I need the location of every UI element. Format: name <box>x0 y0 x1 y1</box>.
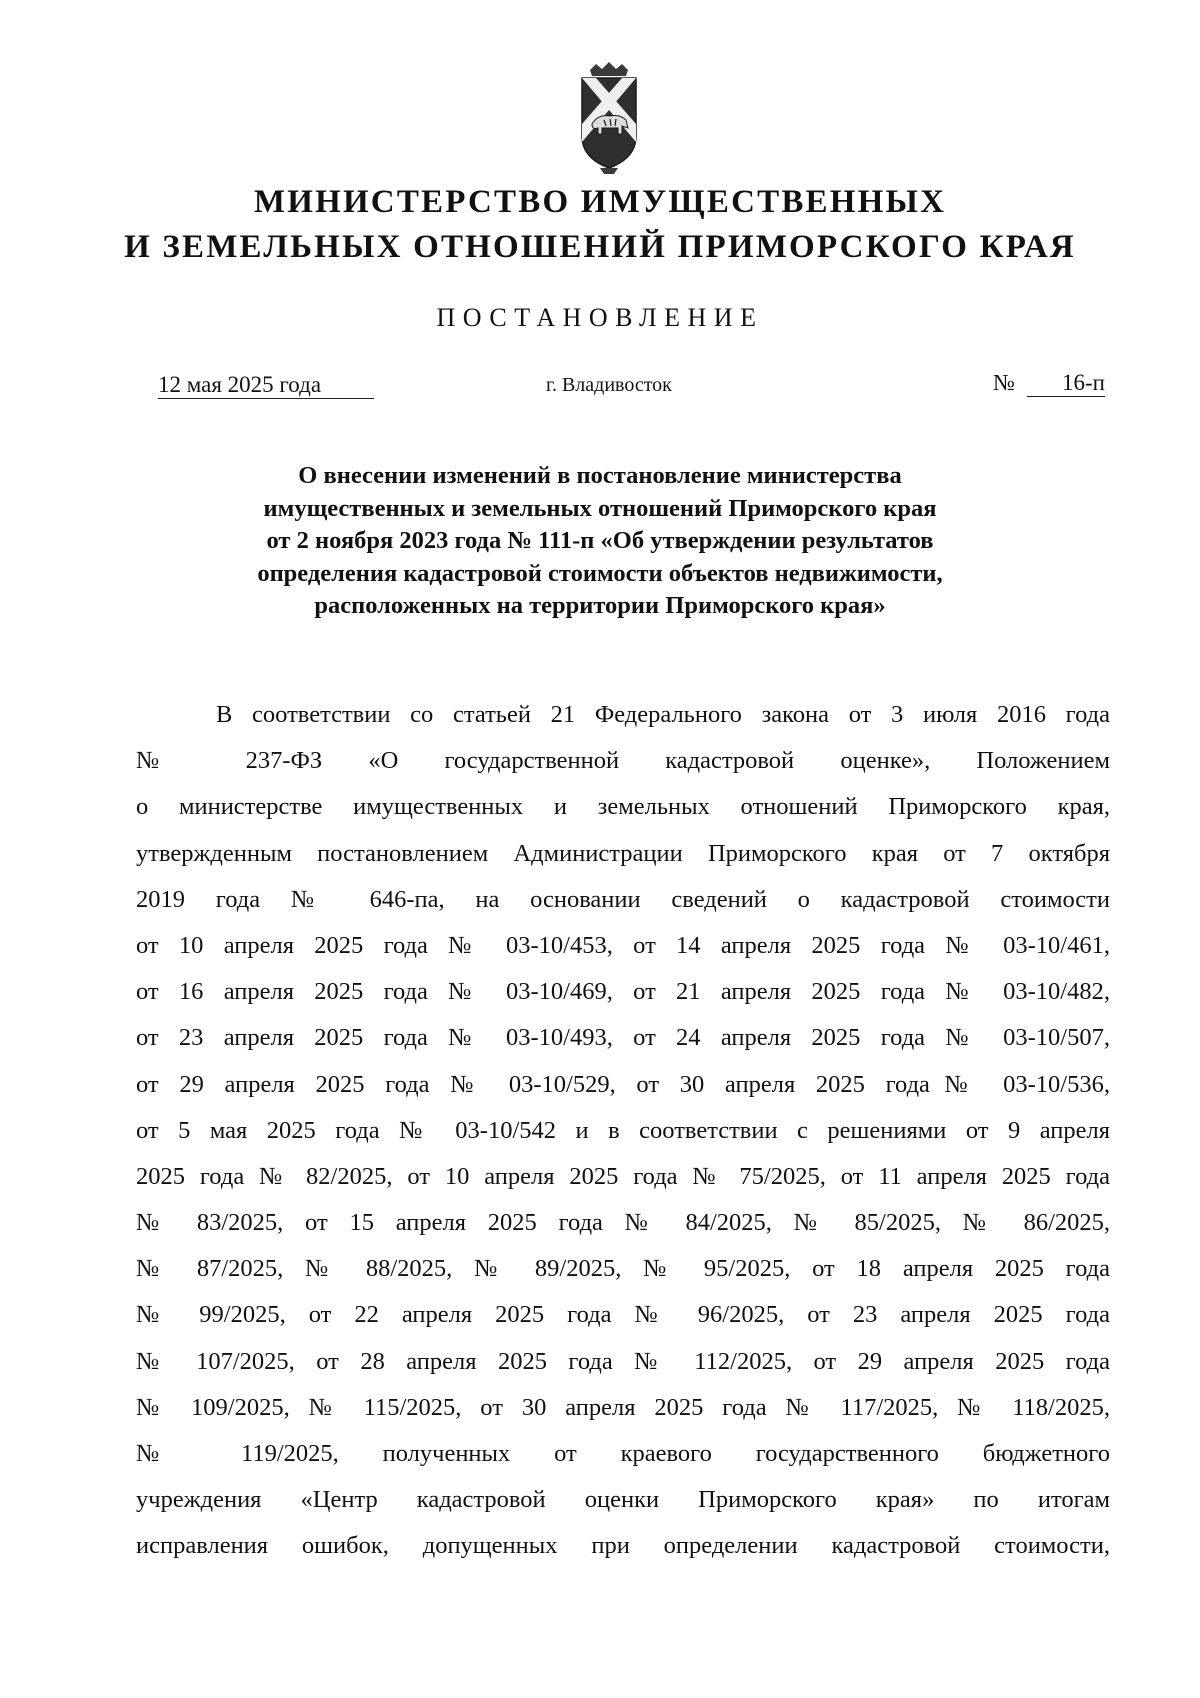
body-line: № 99/2025, от 22 апреля 2025 года № 96/2025, от 23 апреля 2025 года <box>136 1301 1110 1329</box>
document-city: г. Владивосток <box>546 374 672 396</box>
body-line: от 16 апреля 2025 года № 03-10/469, от 21 апреля 2025 года № 03-10/482, <box>136 978 1110 1006</box>
number-value: 16-п <box>1027 370 1105 397</box>
body-line: утвержденным постановлением Администрации Приморского края от 7 октября <box>136 839 1110 867</box>
document-number <box>993 370 1105 397</box>
body-line: от 10 апреля 2025 года № 03-10/453, от 14 апреля 2025 года № 03-10/461, <box>136 931 1110 959</box>
title-line: от 2 ноября 2023 года № 111-п «Об утверждении результатов <box>266 527 934 554</box>
title-line: имущественных и земельных отношений Приморского края <box>263 494 937 522</box>
body-line: от 29 апреля 2025 года № 03-10/529, от 30 апреля 2025 года№ 03-10/536, <box>136 1070 1110 1098</box>
title-line: расположенных на территории Приморского края» <box>314 592 886 619</box>
body-line: 2019 года № 646-па, на основании сведений о кадастровой стоимости <box>136 885 1110 913</box>
body-line: 2025 года № 82/2025, от 10 апреля 2025 года № 75/2025, от 11 апреля 2025 года <box>136 1162 1110 1190</box>
document-date: 12 мая 2025 года <box>158 372 374 399</box>
title-line: О внесении изменений в постановление министерства <box>298 462 902 489</box>
body-line: учреждения «Центр кадастровой оценки Приморского края» по итогам <box>136 1486 1110 1514</box>
body-line: № 237-ФЗ «О государственной кадастровой оценке», Положением <box>136 747 1110 775</box>
body-line: № 109/2025, № 115/2025, от 30 апреля 2025 года № 117/2025, № 118/2025, <box>136 1393 1110 1421</box>
ministry-name-line1: МИНИСТЕРСТВО ИМУЩЕСТВЕННЫХ <box>253 184 947 220</box>
body-line: от 23 апреля 2025 года № 03-10/493, от 24 апреля 2025 года № 03-10/507, <box>136 1024 1110 1052</box>
body-line: № 83/2025, от 15 апреля 2025 года № 84/2025, № 85/2025, № 86/2025, <box>136 1209 1110 1237</box>
body-line: № 87/2025, № 88/2025, № 89/2025, № 95/2025, от 18 апреля 2025 года <box>136 1255 1110 1283</box>
body-line: № 119/2025, полученных от краевого государственного бюджетного <box>136 1440 1110 1467</box>
body-line: исправления ошибок, допущенных при определении кадастровой стоимости, <box>136 1532 1110 1560</box>
number-sign: № <box>993 370 1015 395</box>
document-type: ПОСТАНОВЛЕНИЕ <box>436 303 764 332</box>
body-line: от 5 мая 2025 года № 03-10/542 и в соответствии с решениями от 9 апреля <box>136 1116 1110 1144</box>
body-line: о министерстве имущественных и земельных отношений Приморского края, <box>136 793 1110 821</box>
body-paragraph <box>136 692 1110 1570</box>
title-line: определения кадастровой стоимости объектов недвижимости, <box>257 559 943 587</box>
body-line: В соответствии со статьей 21 Федерального закона от 3 июля 2016 года <box>216 701 1110 728</box>
primorsky-krai-coat-of-arms-icon <box>578 62 640 174</box>
ministry-name-line2: И ЗЕМЕЛЬНЫХ ОТНОШЕНИЙ ПРИМОРСКОГО КРАЯ <box>124 229 1076 265</box>
document-title <box>150 460 1050 623</box>
body-line: № 107/2025, от 28 апреля 2025 года № 112/2025, от 29 апреля 2025 года <box>136 1347 1110 1375</box>
